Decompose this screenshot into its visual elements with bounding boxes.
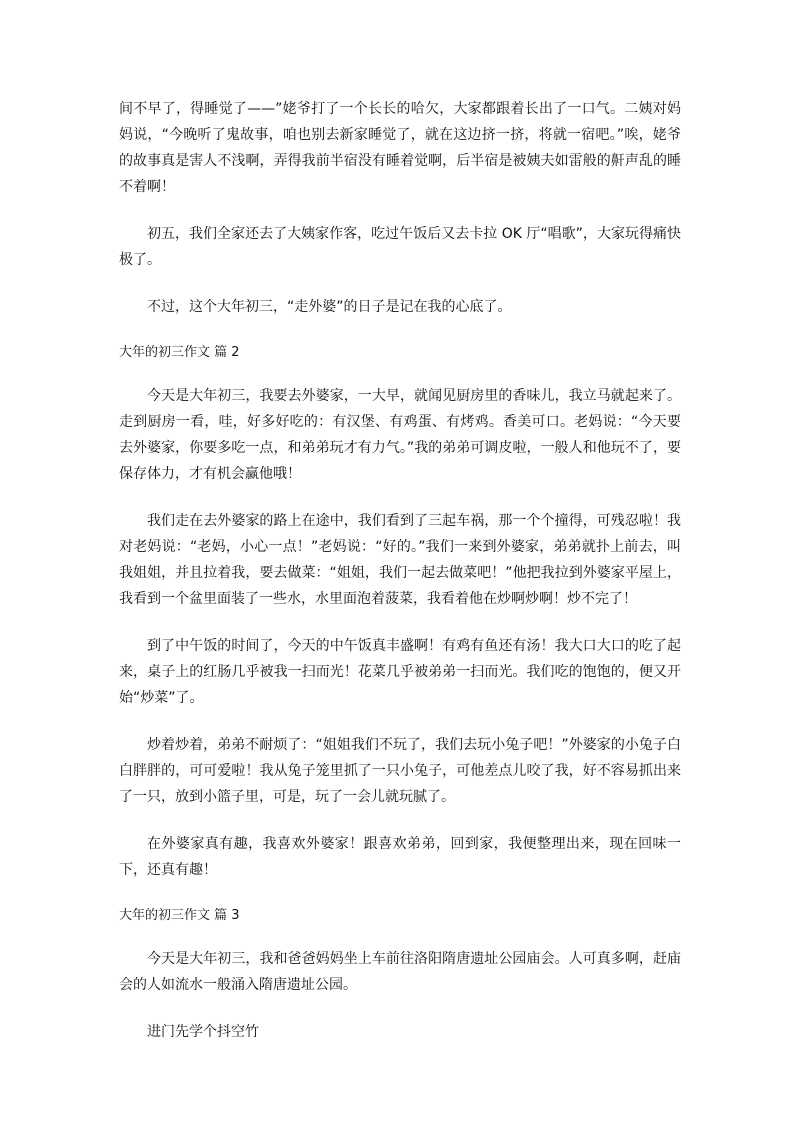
paragraph: 初五，我们全家还去了大姨家作客，吃过午饭后又去卡拉 OK 厅“唱歌”，大家玩得痛快极了。 [119, 226, 681, 268]
paragraph: 进门先学个抖空竹 [147, 1024, 259, 1040]
document-page [119, 96, 681, 1066]
paragraph: 今天是大年初三，我要去外婆家，一大早，就闻见厨房里的香味儿，我立马就起来了。走到厨房一看，哇，好多好吃的：有汉堡、有鸡蛋、有烤鸡。香美可口。老妈说：“今天要去外婆家，你要多吃一点，和弟弟玩才有力气。”我的弟弟可调皮啦，一般人和他玩不了，要保存体力，才有机会赢他哦！ [119, 388, 681, 482]
paragraph: 在外婆家真有趣，我喜欢外婆家！跟喜欢弟弟，回到家，我便整理出来，现在回味一下，还真有趣！ [119, 836, 681, 878]
paragraph: 炒着炒着，弟弟不耐烦了：“姐姐我们不玩了，我们去玩小兔子吧！”外婆家的小兔子白白胖胖的，可可爱啦！我从兔子笼里抓了一只小兔子，可他差点儿咬了我，好不容易抓出来了一只，放到小篮子里，可是，玩了一会儿就玩腻了。 [119, 737, 681, 805]
section-heading: 大年的初三作文 篇 2 [119, 345, 240, 360]
paragraph: 不过，这个大年初三，“走外婆”的日子是记在我的心底了。 [147, 299, 512, 315]
paragraph: 我们走在去外婆家的路上在途中，我们看到了三起车祸，那一个个撞得，可残忍啦！我对老妈说：“老妈，小心一点！”老妈说：“好的。”我们一来到外婆家，弟弟就扑上前去，叫我姐姐，并且拉着我，要去做菜：“姐姐，我们一起去做菜吧！”他把我拉到外婆家平屋上，我看到一个盆里面装了一些水，水里面泡着菠菜，我看着他在炒啊炒啊！炒不完了！ [119, 513, 681, 607]
section-heading: 大年的初三作文 篇 3 [119, 908, 240, 923]
paragraph: 间不早了，得睡觉了——”姥爷打了一个长长的哈欠，大家都跟着长出了一口气。二姨对妈妈说，“今晚听了鬼故事，咱也别去新家睡觉了，就在这边挤一挤，将就一宿吧。”唉，姥爷的故事真是害人不浅啊，弄得我前半宿没有睡着觉啊，后半宿是被姨夫如雷般的鼾声乱的睡不着啊！ [119, 101, 681, 195]
paragraph: 今天是大年初三，我和爸爸妈妈坐上车前往洛阳隋唐遗址公园庙会。人可真多啊，赶庙会的人如流水一般涌入隋唐遗址公园。 [119, 951, 681, 993]
paragraph: 到了中午饭的时间了，今天的中午饭真丰盛啊！有鸡有鱼还有汤！我大口大口的吃了起来，桌子上的红肠几乎被我一扫而光！花菜几乎被弟弟一扫而光。我们吃的饱饱的，便又开始“炒菜”了。 [119, 638, 681, 706]
